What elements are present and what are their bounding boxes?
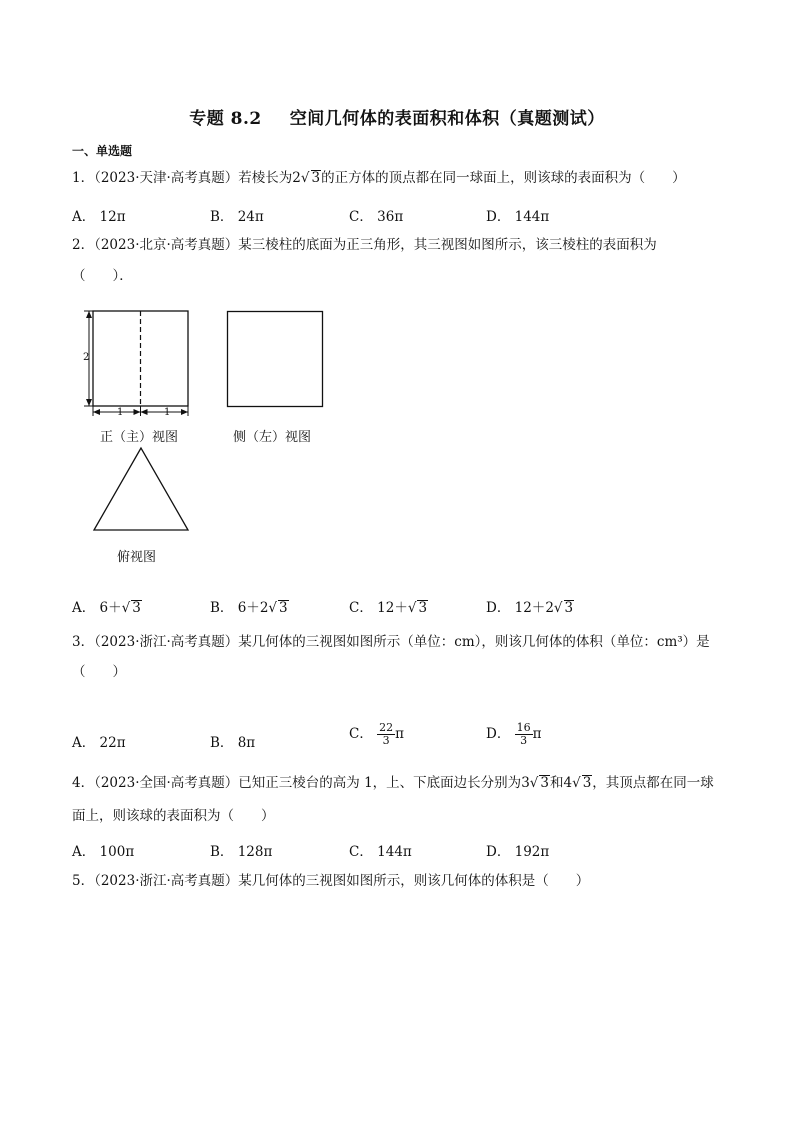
page-title (0, 104, 794, 129)
option-a: A． 22π (72, 735, 126, 751)
question-text: 某几何体的三视图如图所示（单位：cm），则该几何体的体积（单位：cm³）是 (238, 634, 710, 650)
side-view-label: 侧（左）视图 (233, 430, 312, 445)
dim-left-label: 1 (117, 407, 124, 418)
option-a: A． 12π (72, 209, 126, 225)
option-c: C． $\frac{22}{3}$ π (349, 721, 405, 747)
option-a: A． 100π (72, 844, 135, 860)
option-a: A． 6＋√ 3 (72, 600, 141, 616)
question-text: 的正方体的顶点都在同一球面上，则该球的表面积为（ ） (321, 170, 686, 186)
option-b: B． 6＋2√ 3 (210, 600, 288, 616)
question-source: （2023·浙江·高考真题） (94, 873, 239, 889)
side-view-rect (228, 312, 323, 407)
arrow-down-icon (86, 399, 92, 406)
question-source: （2023·天津·高考真题） (94, 170, 239, 186)
option-d: D． 12＋2√ 3 (486, 600, 574, 616)
question-number: 1． (72, 170, 95, 186)
dim-height-label: 2 (83, 352, 90, 363)
question-2 (72, 235, 657, 255)
top-view-label: 俯视图 (117, 550, 157, 565)
question-2-line2: （ ）． (72, 268, 133, 284)
question-3 (72, 632, 710, 652)
dim-right-label: 1 (164, 407, 171, 418)
question-4: 4．（2023·全国·高考真题）已知正三棱台的高为 1，上、下底面边长分别为3√ 3和4√ 3，其顶点都在同一球 (72, 775, 714, 791)
question-number: 5． (72, 873, 95, 889)
question-1: 1．（2023·天津·高考真题）若棱长为2√ 3的正方体的顶点都在同一球面上，则该球的表面积为（ ） (72, 170, 686, 186)
question-source: （2023·北京·高考真题） (94, 237, 239, 253)
arrow-right-icon (181, 409, 188, 415)
top-view-figure (93, 447, 190, 532)
question-source: （2023·浙江·高考真题） (94, 634, 239, 650)
title-prefix: 专题 8.2 (189, 109, 262, 129)
option-c: C． 36π (349, 209, 404, 225)
question-4-line2: 面上，则该球的表面积为（ ） (72, 808, 275, 824)
option-b: B． 128π (210, 844, 273, 860)
arrow-up-icon (86, 311, 92, 318)
top-view-triangle (94, 448, 188, 530)
question-source: （2023·全国·高考真题） (94, 775, 239, 791)
option-c: C． 144π (349, 844, 412, 860)
question-text: 若棱长为 (238, 170, 293, 186)
radicand: 3 (311, 170, 321, 186)
option-b: B． 24π (210, 209, 264, 225)
title-main: 空间几何体的表面积和体积（真题测试） (289, 109, 605, 129)
option-d: D． $\frac{16}{3}$ π (486, 721, 542, 747)
option-b: B． 8π (210, 735, 256, 751)
section-heading: 一、单选题 (72, 144, 133, 158)
side-view-figure (227, 311, 324, 408)
question-text: 某三棱柱的底面为正三角形，其三视图如图所示，该三棱柱的表面积为 (238, 237, 657, 253)
question-number: 3． (72, 634, 95, 650)
fraction: $\frac{16}{3}$ (516, 721, 531, 747)
front-view-figure (78, 300, 198, 425)
arrow-left-icon (93, 409, 100, 415)
front-view-label: 正（主）视图 (100, 430, 179, 445)
question-5 (72, 871, 589, 891)
question-text: 已知正三棱台的高为 1，上、下底面边长分别为 (238, 775, 522, 791)
fraction: $\frac{22}{3}$ (379, 721, 394, 747)
radical-coefficient: 2 (292, 170, 301, 186)
option-d: D． 192π (486, 844, 550, 860)
arrow-left-icon (141, 409, 148, 415)
question-number: 4． (72, 775, 95, 791)
arrow-right-icon (134, 409, 141, 415)
question-3-line2: （ ） (72, 664, 126, 680)
question-number: 2． (72, 237, 95, 253)
option-c: C． 12＋√ 3 (349, 600, 428, 616)
question-text: 某几何体的三视图如图所示，则该几何体的体积是（ ） (238, 873, 590, 889)
option-d: D． 144π (486, 209, 550, 225)
